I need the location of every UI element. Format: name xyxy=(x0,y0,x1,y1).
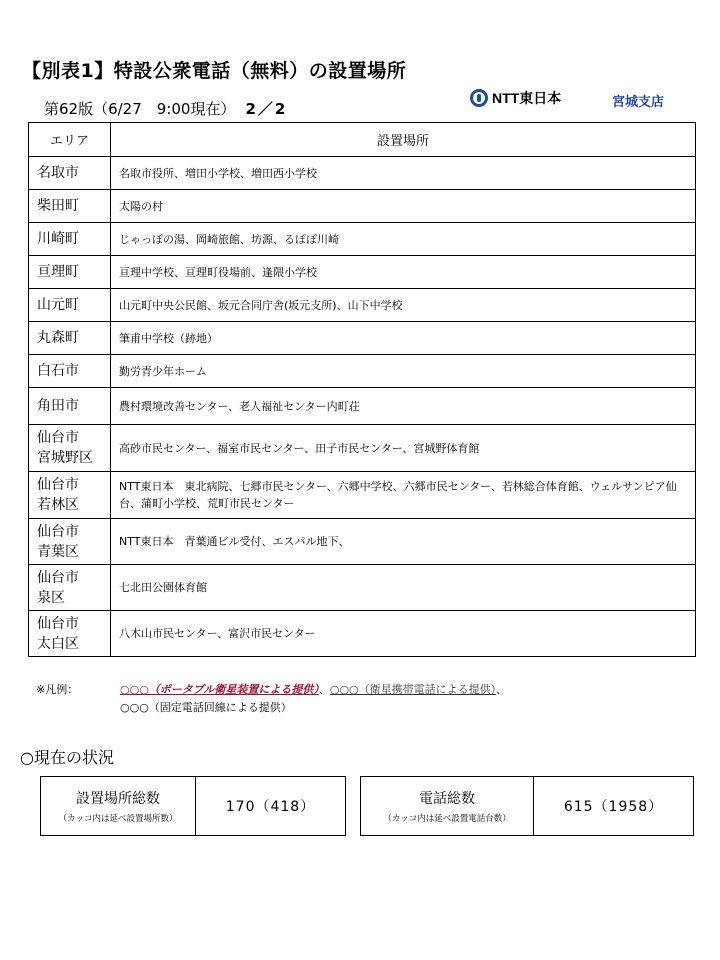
table-row xyxy=(29,611,696,657)
locations-total-label-cell xyxy=(41,777,196,835)
table-row xyxy=(29,256,696,289)
table-row xyxy=(29,425,696,472)
table-row xyxy=(29,472,696,519)
locations-cell: 名取市役所、増田小学校、増田西小学校 xyxy=(111,157,696,190)
page-number: 2／2 xyxy=(245,100,288,118)
legend-row xyxy=(120,681,507,699)
area-cell: 山元町 xyxy=(29,289,111,322)
legend-fixed: ○○○（固定電話回線による提供） xyxy=(120,701,292,714)
area-cell: 仙台市 泉区 xyxy=(29,565,111,611)
logo-text: NTT東日本 xyxy=(492,90,562,106)
branch-name: 宮城支店 xyxy=(612,95,665,110)
table-row xyxy=(29,355,696,388)
table-row xyxy=(29,388,696,425)
table-row xyxy=(29,565,696,611)
phones-total-note: （カッコ内は延べ設置電話台数） xyxy=(383,814,511,824)
locations-cell: 高砂市民センター、福室市民センター、田子市民センター、宮城野体育館 xyxy=(111,425,696,472)
locations-cell: 山元町中央公民館、坂元合同庁舎(坂元支所)、山下中学校 xyxy=(111,289,696,322)
phones-total-box xyxy=(360,776,694,836)
edition-info xyxy=(44,98,287,119)
page-title: 【別表1】特設公衆電話（無料）の設置場所 xyxy=(22,60,407,82)
locations-cell: じゃっぽの湯、岡崎旅館、坊源、るぽぽ川崎 xyxy=(111,223,696,256)
area-cell: 柴田町 xyxy=(29,190,111,223)
area-cell: 名取市 xyxy=(29,157,111,190)
locations-cell: 勤労青少年ホーム xyxy=(111,355,696,388)
locations-cell: 亘理中学校、亘理町役場前、逢隈小学校 xyxy=(111,256,696,289)
locations-cell: 七北田公園体育館 xyxy=(111,565,696,611)
locations-total-note: （カッコ内は延べ設置場所数） xyxy=(58,814,178,824)
area-cell: 仙台市 太白区 xyxy=(29,611,111,657)
locations-cell: NTT東日本 東北病院、七郷市民センター、六郷中学校、六郷市民センター、若林総合体育館、ウェルサンピア仙台、蒲町小学校、荒町市民センター xyxy=(111,472,696,519)
area-cell: 丸森町 xyxy=(29,322,111,355)
phones-total-label-cell xyxy=(361,777,534,835)
table-row xyxy=(29,223,696,256)
locations-table xyxy=(28,122,696,657)
phones-total-label: 電話総数 xyxy=(419,791,475,807)
legend-separator: 、 xyxy=(496,683,508,696)
locations-cell: 農村環境改善センター、老人福祉センター内町荘 xyxy=(111,388,696,425)
ntt-logo-icon xyxy=(470,89,488,107)
locations-total-box xyxy=(40,776,346,836)
edition-label: 第62版（6/27 9:00現在） xyxy=(44,100,236,118)
locations-total-value: 170（418） xyxy=(225,799,316,815)
table-row xyxy=(29,289,696,322)
area-cell: 白石市 xyxy=(29,355,111,388)
table-row xyxy=(29,322,696,355)
area-cell: 仙台市 宮城野区 xyxy=(29,425,111,472)
area-cell: 角田市 xyxy=(29,388,111,425)
table-row xyxy=(29,157,696,190)
column-header-area: エリア xyxy=(29,123,111,157)
legend-row xyxy=(120,699,292,717)
column-header-locations: 設置場所 xyxy=(111,123,696,157)
locations-cell: NTT東日本 青葉通ビル受付、エスパル地下、 xyxy=(111,519,696,565)
phones-total-value: 615（1958） xyxy=(563,799,664,815)
table-row xyxy=(29,519,696,565)
table-row xyxy=(29,190,696,223)
legend-label: ※凡例： xyxy=(36,683,79,696)
legend-satellite: ○○○（衛星携帯電話による提供） xyxy=(329,683,497,696)
legend-separator: 、 xyxy=(318,683,330,696)
table-header-row xyxy=(29,123,696,157)
area-cell: 仙台市 青葉区 xyxy=(29,519,111,565)
locations-cell: 八木山市民センター、富沢市民センター xyxy=(111,611,696,657)
area-cell: 亘理町 xyxy=(29,256,111,289)
locations-cell: 筆甫中学校（跡地） xyxy=(111,322,696,355)
legend-portable: ○○○（ポータブル衛星装置による提供） xyxy=(120,683,319,696)
area-cell: 川崎町 xyxy=(29,223,111,256)
area-cell: 仙台市 若林区 xyxy=(29,472,111,519)
ntt-logo xyxy=(470,88,561,108)
locations-cell: 太陽の村 xyxy=(111,190,696,223)
status-heading: ○現在の状況 xyxy=(20,748,114,767)
locations-total-label: 設置場所総数 xyxy=(76,791,160,807)
